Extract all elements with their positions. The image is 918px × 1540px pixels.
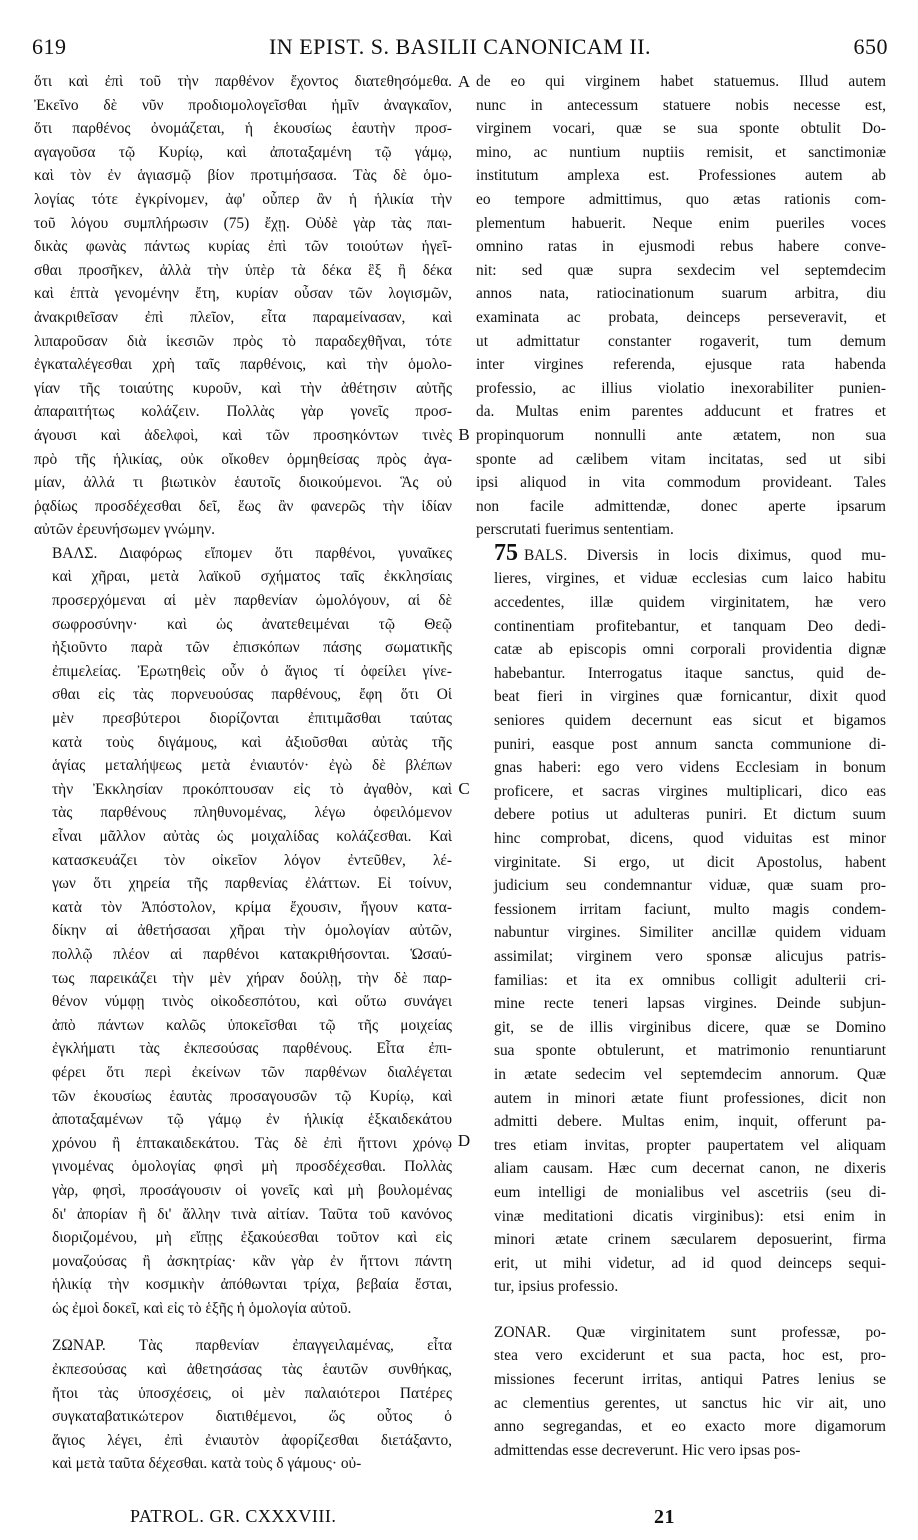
text-line: μὲν πρεσβύτεροι διορίζονται ἐπιτιμᾶσθαι ταύτας (52, 710, 452, 728)
text-line: λογίας τότε ἐγκρίνομεν, ἀφ' οὗπερ ἂν ἡ ἡλικία τὴν (34, 190, 452, 208)
text-line: ὅτι καὶ ἐπὶ τοῦ τὴν παρθένον ἔχοντος διατεθησόμεθα. (34, 73, 452, 90)
page-number-left: 619 (32, 34, 67, 59)
text-line: ἡλικίᾳ τὴν κοσμικὴν ἀπόθωνται τρίχα, βεβαία ἔσται, (52, 1276, 452, 1294)
latin-zonaras-commentary (476, 1321, 886, 1463)
text-line: τὰς παρθένους πληθυνομένας, λέγω ὀφειλόμενον (52, 804, 452, 822)
text-line: anno segregandas, et eo exacto more digamorum (494, 1418, 886, 1436)
text-line: σθαι προσῆκεν, ἀλλὰ τὴν ὑπὲρ τὰ δέκα ἓξ ἢ δέκα (34, 261, 452, 279)
text-line: ZONAR. Quæ virginitatem sunt professæ, po- (494, 1323, 886, 1341)
text-line: virginem vocari, quæ se sua sponte obtulit Do- (476, 120, 886, 138)
text-line: εἶναι μᾶλλον αὐτὰς ὡς μοιχαλίδας κολάζεσθαι. Καὶ (52, 828, 452, 845)
text-line: σωφροσύνην· καὶ ὡς ἀνατεθειμέναι τῷ Θεῷ (52, 615, 452, 633)
text-line: γων ὅτι χηρεία τῆς παρθενίας ἐλάττων. Εἰ τοίνυν, (52, 875, 452, 893)
text-line: συγκαταβατικώτερον διατιθέμενοι, ὥς οὗτος ὁ (52, 1408, 452, 1426)
text-line: καὶ μετὰ ταῦτα δέχεσθαι. κατὰ τοὺς δ γάμους· οὐ- (52, 1455, 362, 1473)
text-line: gnas haberi: ego vero videns Ecclesiam in bonum (494, 759, 886, 777)
text-line: ac clementius gerentes, ut sanctus hic vir ait, uno (494, 1394, 886, 1412)
text-line: habebantur. Interrogatus itaque sanctus, quid de- (494, 664, 886, 682)
text-line: nunc in antecessum statuere nobis necesse est, (476, 96, 886, 114)
text-line: tur, ipsius professio. (494, 1278, 619, 1296)
text-line: ἀπαραιτήτως κολάζειν. Πολλὰς γὰρ γονεῖς προσ- (34, 403, 452, 421)
text-line: ὅτι παρθένος ὀνομάζεται, ἡ ἑκουσίως ἑαυτὴν προσ- (34, 120, 452, 138)
text-line: τὴν Ἐκκλησίαν προκόπτουσαν εἰς τὸ ἀγαθὸν, καὶ (52, 780, 452, 798)
latin-column (476, 70, 886, 1462)
text-line: beat fieri in virgines quæ fornicantur, dixit quod (494, 688, 886, 706)
text-line: ἀνακριθεῖσαν ἐπὶ πλεῖον, εἶτα παραμείνασαν, καὶ (34, 308, 452, 326)
text-line: admittendas esse decreverunt. Hic vero ipsas pos- (494, 1441, 801, 1459)
text-line: ΖΩΝΑΡ. Τὰς παρθενίαν ἐπαγγειλαμένας, εἶτα (52, 1337, 452, 1355)
text-line: eo tempore admittimus, quo ætas rationis com- (476, 190, 886, 208)
greek-canon-text (34, 70, 452, 542)
text-line: git, se de illis virginibus dicere, quæ se Domino (494, 1018, 886, 1036)
text-line: mino, ac nuntium nuptiis remisit, et sanctimoniæ (476, 143, 886, 161)
text-line: γὰρ, φησὶ, προσάγουσιν οἱ γονεῖς καὶ μὴ βουλομένας (52, 1181, 452, 1199)
text-line: accedentes, illæ quidem virginitatem, hæ vero (494, 594, 886, 612)
text-line: προσερχόμεναι αἱ μὲν παρθενίαν ὡμολόγουν, αἱ δὲ (52, 592, 452, 610)
text-line: ipsi aliquod in vita commodum provideant. Tales (476, 474, 886, 492)
text-line: hinc comprobat, dicens, quod viduitas est minor (494, 830, 886, 847)
footer-volume: PATROL. GR. CXXXVIII. (130, 1506, 337, 1526)
text-line: judicium seu condemnantur viduæ, quæ suam pro- (494, 877, 886, 895)
text-line: non facile admittendæ, donec aperte ipsarum (476, 497, 886, 515)
text-line: plementum habuerit. Neque enim pueriles voces (476, 214, 886, 232)
text-line: ἐπιμελείας. Ἐρωτηθεὶς οὖν ὁ ἅγιος τί ὀφείλει γίνε- (52, 662, 452, 680)
text-line: πρὸ τῆς ἡλικίας, οὐκ οἴκοθεν ὁρμηθείσας πρὸς ἀγα- (34, 450, 452, 468)
text-line: φέρει ὅτι περὶ ἐκείνων τῶν παρθένων διαλέγεται (52, 1063, 452, 1081)
text-line: ὡς ἐμοὶ δοκεῖ, καὶ εἰς τὸ ἑξῆς ἡ ὁμολογία αὐτοῦ. (52, 1299, 352, 1317)
text-line: καὶ χῆραι, μετὰ λαϊκοῦ σχήματος ταῖς ἐκκλησίαις (52, 568, 452, 586)
text-line: ἀπὸ πάντων καλῶς ὑποκεῖσθαι τῷ τῆς μοιχείας (52, 1016, 452, 1034)
text-line: ἤτοι τὰς ὑποσχέσεις, οἱ μὲν παλαιότεροι Πατέρες (52, 1384, 452, 1402)
text-line: annos nata, ratiocinationum suarum arbitra, diu (476, 285, 886, 303)
text-line: proficere, et sacras virgines multiplicari, dico eas (494, 782, 886, 800)
text-line: fessionem irritam faciunt, multo magis condem- (494, 900, 886, 918)
text-line: seniores quidem decernunt eas sicut et bigamos (494, 712, 886, 730)
text-line: inter virgines referenda, ejusque rata habenda (476, 356, 886, 374)
text-line: ἐγκαταλέγεσθαι χρὴ ταῖς παρθένοις, καὶ τὴν ὁμολο- (34, 356, 452, 374)
text-line: debere potius ut adulteras puniri. Et dictum suum (494, 806, 886, 824)
text-line: γινομένας ὁμολογίας φησὶ μὴ προσδέχεσθαι. Πολλὰς (52, 1158, 452, 1176)
text-line: nit: sed quæ supra sexdecim vel septemdecim (476, 261, 886, 279)
text-line: missiones fecerunt irritas, antiqui Patres lenius se (494, 1371, 886, 1389)
latin-canon-text (476, 70, 886, 542)
section-marker-a: A (457, 72, 471, 91)
text-line: διοριζομένου, μὴ εἴπῃς ἐξακούεσθαι τοῦτον καὶ εἰς (52, 1229, 452, 1247)
text-line: catæ ab episcopis omni corporali providentia dignæ (494, 641, 886, 659)
text-line: vinæ meditationi dicatis virginibus): etsi enim in (494, 1207, 886, 1225)
text-line: ἐκπεσούσας καὶ ἀθετησάσας τὰς ἑαυτῶν συνθήκας, (52, 1361, 452, 1379)
text-line: aliam causam. Hæc cum decernat canon, ne dixeris (494, 1160, 886, 1178)
running-header (32, 34, 888, 62)
text-line: sponte ad cælibem vitam incitatas, sed ut sibi (476, 450, 886, 468)
greek-column (34, 70, 452, 1476)
text-line: ΒΑΛΣ. Διαφόρως εἴπομεν ὅτι παρθένοι, γυναῖκες (52, 544, 452, 562)
text-line: δικὰς φωνὰς πάντως κυρίας ἐπὶ τῶν τοιούτων ἡγεῖ- (34, 238, 452, 256)
section-marker-b: B (458, 425, 470, 444)
text-line: λιπαροῦσαν διὰ ἱκεσιῶν πρὸς τὸ παραδεχθῆναι, τότε (34, 332, 452, 350)
text-line: autem in minori ætate fiunt professiones, dicit non (494, 1089, 886, 1107)
text-line: πολλῷ πλέον αἱ παρθένοι κατακριθήσονται. Ὡσαύ- (52, 945, 452, 963)
text-line: τῶν ἑκουσίως ἑαυτὰς προσαγουσῶν τῷ Κυρίῳ, καὶ (52, 1087, 452, 1105)
text-line: sua sponte obtulerunt, et matrimonio renuntiarunt (494, 1042, 886, 1060)
text-line: θένον νύμφῃ τινὸς οἰκοδεσπότου, καὶ οὕτω συνάγει (52, 993, 452, 1011)
note-number: 75 (494, 541, 518, 566)
text-line: δίκην αἱ ἀθετήσασαι χῆραι τὴν ὁμολογίαν αὐτῶν, (52, 922, 452, 940)
text-line-body: BALS. Diversis in locis diximus, quod mu- (524, 546, 886, 564)
text-line: ῥᾳδίως προσδέχεσθαι δεῖ, ἕως ἂν φανερῶς τὴν ἰδίαν (34, 497, 452, 515)
text-line: nabuntur virgines. Similiter ancillæ quidem viduam (494, 924, 886, 942)
text-line: ἐγκλήματι τὰς ἐκπεσούσας παρθένους. Εἶτα ἐπι- (52, 1040, 452, 1058)
text-line: καὶ τὸν ἐν ἁγιασμῷ βίον προτιμήσασα. Τὰς δὲ ὁμο- (34, 167, 452, 185)
text-line: μίαν, ἀλλά τι βιωτικὸν ἑαυτοῖς διοικούμενοι. Ἃς οὐ (34, 474, 452, 492)
text-line: αὐτῶν ἐρευνήσωμεν γνώμην. (34, 521, 215, 539)
text-line: eum intelligi de monialibus vel ascetriis (seu di- (494, 1183, 886, 1201)
text-line: αγαγοῦσα τῷ Κυρίῳ, καὶ ἀποταξαμένη τῷ γάμῳ, (34, 143, 452, 161)
running-title: IN EPIST. S. BASILII CANONICAM II. (268, 34, 652, 59)
text-line: ἅγιος λέγει, ἐπὶ ἐνιαυτὸν ἀφορίζεσθαι διετάξαντο, (52, 1431, 452, 1449)
text-line: puniri, easque post annum sancta communione di- (494, 735, 886, 753)
latin-balsamon-commentary (476, 542, 886, 1299)
text-line: in ætate sedecim vel septemdecim annorum. Quæ (494, 1065, 886, 1083)
text-line: μοναζούσας ἢ ἀσκητρίας· κἂν γὰρ ἐν ἥττονι πάντη (52, 1252, 452, 1270)
text-line: καὶ ἑπτὰ γενομένην ἔτη, κυρίαν οὖσαν τῶν λογισμῶν, (34, 285, 452, 303)
text-line: ἠξιοῦντο παρὰ τῶν ἐπισκόπων πάσης σωματικῆς (52, 639, 452, 657)
text-line: erit, ut mihi videtur, ad id quod deinceps sequi- (494, 1254, 886, 1272)
text-line: stea vero exciderunt et sua pacta, hoc est, pro- (494, 1347, 886, 1365)
greek-zonaras-commentary (34, 1334, 452, 1476)
text-line: admitti debere. Multas enim, inquit, offerunt pa- (494, 1113, 886, 1131)
text-line: institutum amplexa est. Professiones autem ab (476, 167, 886, 185)
text-line: τως παρεικάζει τὴν μὲν χήραν δούλῃ, τὴν δὲ παρ- (52, 969, 452, 987)
text-line: de eo qui virginem habet statuemus. Illud autem (476, 73, 886, 90)
text-line: assimilat; virginem vero sponsæ alicujus patris- (494, 947, 886, 965)
text-line: mine recte teneri lapsas virgines. Deinde subjun- (494, 995, 886, 1013)
text-line: lieres, virgines, et viduæ ecclesias cum laico habitu (494, 570, 886, 588)
text-line: σθαι εἰς τὰς πορνευούσας παρθένους, ἔφη ὅτι Οἱ (52, 686, 452, 704)
text-line: κατὰ τοὺς διγάμους, καὶ ἀξιοῦσθαι αὐτὰς τῆς (52, 733, 452, 751)
text-line: κατασκευάζει τὸν οἰκεῖον λόγον ἐντεῦθεν, λέ- (52, 851, 452, 869)
footer-signature: 21 (654, 1506, 675, 1528)
text-line (476, 542, 886, 568)
text-line: γίαν τῆς τοιαύτης κυροῦν, καὶ τὴν ἀθέτησιν αὐτῆς (34, 379, 452, 397)
text-line: minori ætate crinem sæcularem deposuerint, firma (494, 1231, 886, 1249)
text-line: continentiam profitebantur, et tanquam Deo dedi- (494, 617, 886, 635)
text-line: tres etiam invitas, propter paupertatem vel aliquam (494, 1136, 886, 1154)
text-line: examinata ac probata, deinceps perseveravit, et (476, 308, 886, 326)
text-line: άγουσι καὶ ἀδελφοὶ, καὶ τῶν προσηκόντων τινὲς (34, 426, 452, 444)
text-line: virginitate. Si ergo, ut dicit Apostolus, habent (494, 853, 886, 871)
text-line: perscrutati fuerimus sententiam. (476, 521, 674, 539)
text-line: κατὰ τὸν Ἀπόστολον, κρίμα ἔχουσιν, ἤγουν κατα- (52, 898, 452, 916)
text-line: τοῦ λόγου συμπλήρωσιν (75) ἔχῃ. Οὐδὲ γὰρ τὰς παι- (34, 214, 452, 232)
section-marker-c: C (458, 779, 470, 798)
text-line: professio, ac illius violatio inexorabiliter punien- (476, 379, 886, 397)
text-line: omnino ratas in ejusmodi rebus habere conve- (476, 238, 886, 256)
text-line: propinquorum nonnulli ante ætatem, non sua (476, 426, 886, 444)
text-line: ut admittatur constanter rogaverit, tum demum (476, 332, 886, 350)
text-line: ἁγίας μεταλήψεως μετὰ ἐνιαυτόν· ἐγὼ δὲ βλέπων (52, 757, 452, 775)
text-line: ἀποταξαμένων τῷ γάμῳ ἐν ἡλικίᾳ ἑξκαιδεκάτου (52, 1111, 452, 1129)
text-line: Ἐκεῖνο δὲ νῦν προδιομολογεῖσθαι ἡμῖν ἀναγκαῖον, (34, 96, 452, 114)
text-line: familias: et ita ex omnibus colligit adulterii cri- (494, 971, 886, 989)
page-number-right: 650 (853, 34, 888, 59)
greek-balsamon-commentary (34, 542, 452, 1321)
section-marker-d: D (457, 1131, 471, 1150)
text-line: δι' ἀπορίαν ἢ δι' ἄλλην τινὰ αἰτίαν. Ταῦτα τοῦ κανόνος (52, 1205, 452, 1223)
text-line: da. Multas enim parentes adducunt et fratres et (476, 403, 886, 421)
text-line: χρόνου ἢ ἑπτακαιδεκάτου. Τὰς δὲ ἐπὶ ἥττονι χρόνῳ (52, 1134, 452, 1152)
